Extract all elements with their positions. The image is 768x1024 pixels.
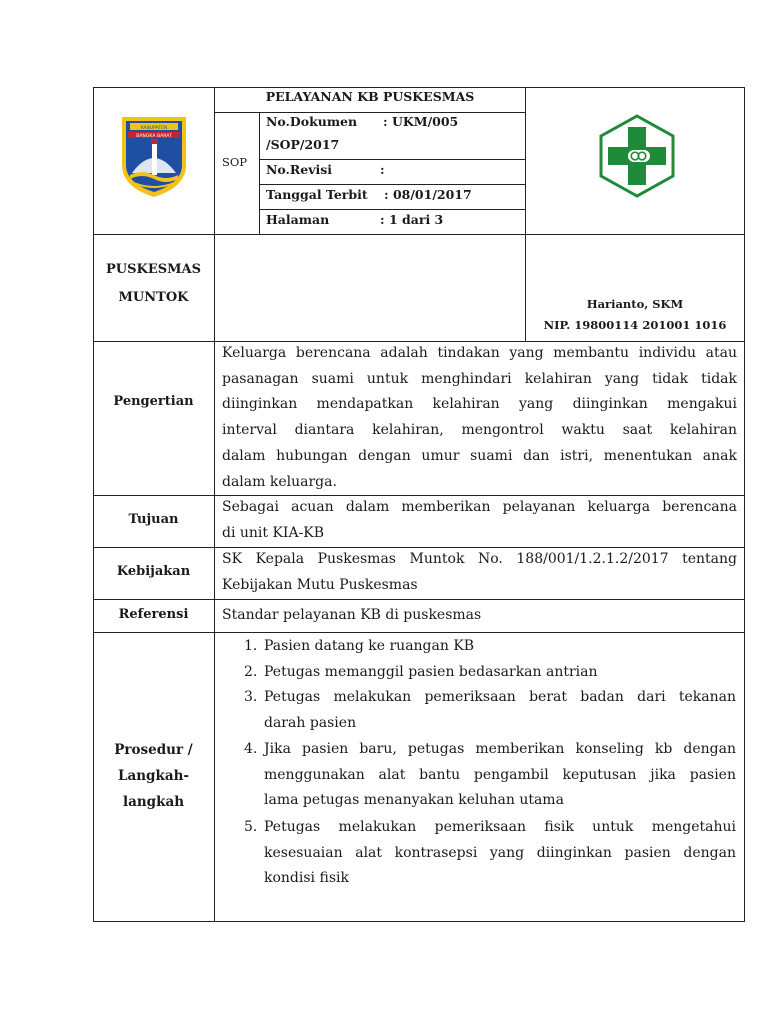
tujuan-label: Tujuan (128, 512, 179, 527)
procedure-step-line: Petugas memanggil pasien bedasarkan antrian (264, 664, 598, 680)
page-value: : 1 dari 3 (380, 212, 444, 227)
tujuan-line: Sebagai acuan dalam memberikan pelayanan keluarga berencana (222, 499, 737, 515)
pengertian-line: dalam hubungan dengan umur suami dan istri, menentukan anak (222, 447, 737, 464)
procedure-step (216, 737, 736, 815)
border-right (744, 87, 745, 922)
procedure-step-line: Pasien datang ke ruangan KB (264, 638, 475, 654)
doc-number-label: No.Dokumen (266, 114, 358, 129)
divider-revisi (259, 184, 526, 185)
puskesmas-logo (597, 113, 677, 199)
svg-text:BANGKA BARAT: BANGKA BARAT (136, 134, 172, 139)
referensi-text: Standar pelayanan KB di puskesmas (222, 607, 482, 623)
pengertian-label: Pengertian (113, 394, 194, 409)
prosedur-label-line2: Langkah- (117, 768, 189, 784)
sop-label: SOP (222, 155, 248, 169)
divider-sop (259, 112, 260, 235)
page-label: Halaman (266, 212, 330, 227)
procedure-step-line: Jika pasien baru, petugas memberikan konseling kb dengan (264, 741, 736, 757)
kebijakan-line: SK Kepala Puskesmas Muntok No. 188/001/1.2.1.2/2017 tentang (222, 551, 737, 567)
procedure-step-number: 1. (244, 638, 258, 654)
pengertian-line: interval diantara kelahiran, mengontrol waktu saat kelahiran (222, 422, 737, 439)
divider-docno (259, 159, 526, 160)
tujuan-text (222, 495, 737, 546)
divider-kebijakan-bottom (93, 599, 745, 600)
procedure-step (216, 815, 736, 893)
border-bottom (93, 921, 745, 922)
issue-date-label: Tanggal Terbit (266, 187, 368, 202)
prosedur-label-line1: Prosedur / (114, 742, 193, 758)
procedure-step-line: menggunakan alat bantu pengambil keputusan jika pasien (264, 766, 736, 783)
prosedur-label-line3: langkah (122, 794, 185, 810)
revision-value: : (380, 162, 385, 177)
divider-label-column (214, 234, 215, 922)
procedure-step-line: Petugas melakukan pemeriksaan berat badan dari tekanan (264, 689, 736, 705)
procedure-step-line: kesesuaian alat kontrasepsi yang diinginkan pasien dengan (264, 844, 736, 861)
procedure-step-line: kondisi fisik (264, 870, 349, 887)
procedure-step (216, 685, 736, 737)
border-top (93, 87, 745, 88)
pengertian-text (222, 341, 737, 495)
procedure-step-line: Petugas melakukan pemeriksaan fisik untuk mengetahui (264, 819, 736, 835)
procedure-step-number: 4. (244, 741, 258, 757)
procedure-step-number: 5. (244, 819, 258, 835)
kebijakan-label: Kebijakan (116, 564, 191, 579)
procedure-step (216, 634, 736, 660)
pengertian-line: pasanagan suami untuk menghindari kelahiran yang tidak tidak (222, 370, 737, 387)
procedure-step-line: darah pasien (264, 714, 357, 731)
tujuan-line: di unit KIA-KB (222, 524, 325, 541)
regency-logo (118, 113, 190, 199)
procedure-step-number: 2. (244, 664, 258, 680)
divider-header-bottom (93, 234, 745, 235)
kebijakan-text (222, 547, 737, 598)
pengertian-line: dalam keluarga. (222, 473, 337, 490)
signer-nip: NIP. 19800114 201001 1016 (543, 318, 727, 332)
issue-date-value: : 08/01/2017 (384, 187, 472, 202)
divider-title (214, 112, 526, 113)
doc-number-value: : UKM/005 (383, 114, 459, 129)
divider-terbit (259, 209, 526, 210)
signer-name: Harianto, SKM (586, 297, 684, 311)
divider-referensi-bottom (93, 632, 745, 633)
pengertian-line: Keluarga berencana adalah tindakan yang membantu individu atau (222, 345, 737, 361)
org-name-line1: PUSKESMAS (106, 262, 201, 277)
procedure-step-number: 3. (244, 689, 258, 705)
svg-text:KABUPATEN: KABUPATEN (140, 126, 168, 131)
procedure-step-line: lama petugas menanyakan keluhan utama (264, 792, 564, 809)
document-title: PELAYANAN KB PUSKESMAS (265, 89, 475, 104)
revision-label: No.Revisi (266, 162, 333, 177)
divider-logo-left (214, 87, 215, 235)
referensi-label: Referensi (118, 607, 189, 622)
kebijakan-line: Kebijakan Mutu Puskesmas (222, 576, 418, 593)
doc-number-value-cont: /SOP/2017 (266, 137, 340, 152)
procedure-step (216, 660, 736, 686)
pengertian-line: diinginkan mendapatkan kelahiran yang diinginkan mengakui (222, 396, 737, 413)
org-name-line2: MUNTOK (118, 290, 189, 305)
